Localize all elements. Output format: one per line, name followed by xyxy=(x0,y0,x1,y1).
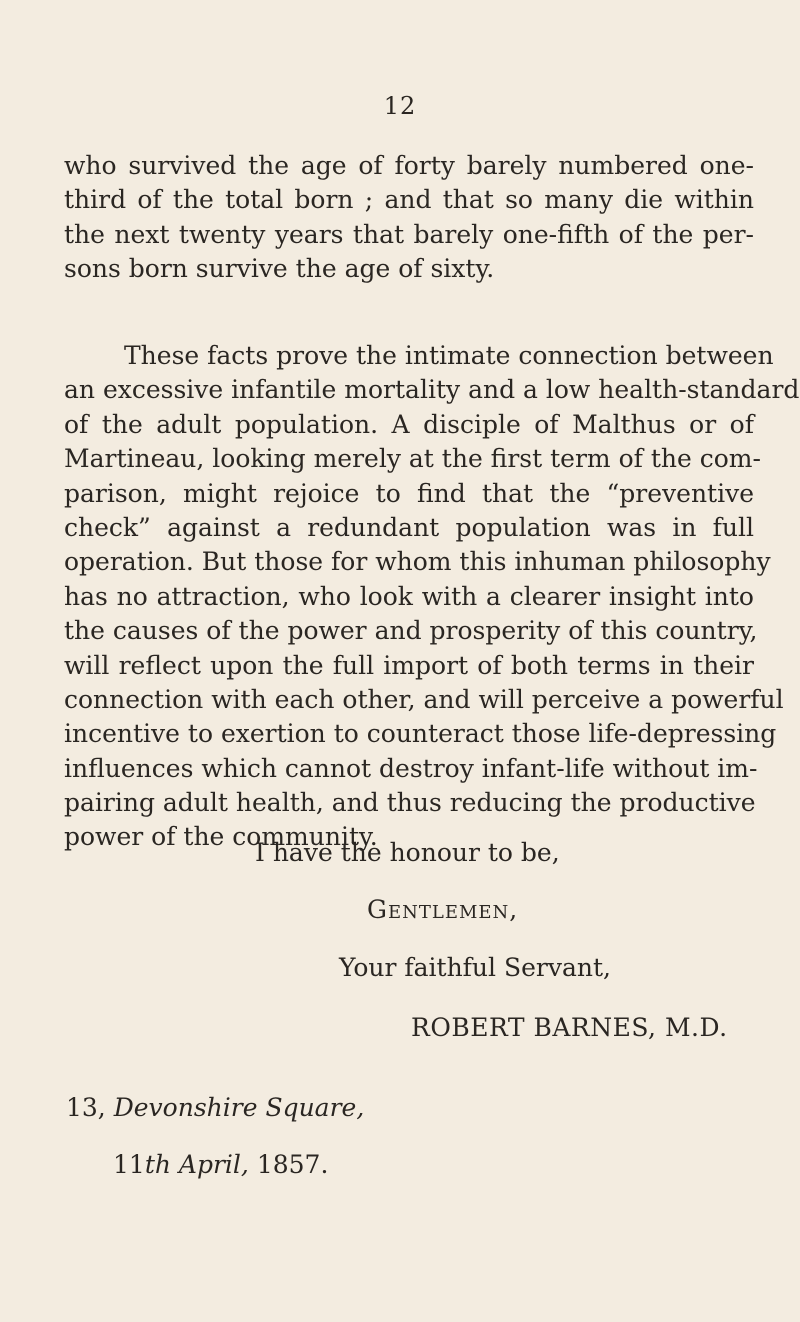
date-month: April, xyxy=(178,1150,249,1179)
date-day: 11 xyxy=(113,1150,145,1179)
page-number: 12 xyxy=(383,92,417,120)
closing-addressee: Gentlemen, xyxy=(367,895,519,924)
closing-salutation: I have the honour to be, xyxy=(255,838,560,867)
address-number: 13, xyxy=(66,1093,106,1122)
paragraph-line: power of the community. xyxy=(64,822,378,852)
paragraph-line: the next twenty years that barely one-fifth of the per- xyxy=(64,219,754,249)
date-day-suffix: th xyxy=(144,1150,171,1179)
paragraph-line: check” against a redundant population was in full xyxy=(64,512,754,542)
paragraph-line: These facts prove the intimate connection between xyxy=(124,341,774,370)
paragraph-line: incentive to exertion to counteract those life-depressing xyxy=(64,719,777,749)
paragraph-line: connection with each other, and will perceive a powerful xyxy=(64,684,784,714)
paragraph-line: sons born survive the age of sixty. xyxy=(64,254,495,284)
address-street: Devonshire Square, xyxy=(113,1093,365,1122)
paragraph-line: parison, might rejoice to find that the “preventive xyxy=(64,478,754,508)
paragraph-line: will reflect upon the full import of both terms in their xyxy=(64,650,754,680)
address-line xyxy=(66,1091,364,1125)
paragraph-line: Martineau, looking merely at the first term of the com- xyxy=(64,444,761,474)
date-year: 1857. xyxy=(256,1150,329,1179)
paragraph-1 xyxy=(64,149,754,287)
paragraph-line: an excessive infantile mortality and a low health-standard xyxy=(64,375,800,405)
paragraph-line: who survived the age of forty barely numbered one- xyxy=(64,151,754,180)
paragraph-line: pairing adult health, and thus reducing the productive xyxy=(64,788,756,818)
paragraph-line: the causes of the power and prosperity of this country, xyxy=(64,616,758,646)
paragraph-2 xyxy=(64,339,800,855)
paragraph-line: of the adult population. A disciple of Malthus or of xyxy=(64,409,754,439)
closing-servant: Your faithful Servant, xyxy=(339,953,611,982)
paragraph-line: operation. But those for whom this inhuman philosophy xyxy=(64,547,771,577)
paragraph-line: has no attraction, who look with a clearer insight into xyxy=(64,581,754,611)
signature: ROBERT BARNES, M.D. xyxy=(411,1013,728,1042)
paragraph-line: third of the total born ; and that so many die within xyxy=(64,185,754,215)
paragraph-line: influences which cannot destroy infant-life without im- xyxy=(64,753,758,783)
date-line xyxy=(113,1148,328,1182)
